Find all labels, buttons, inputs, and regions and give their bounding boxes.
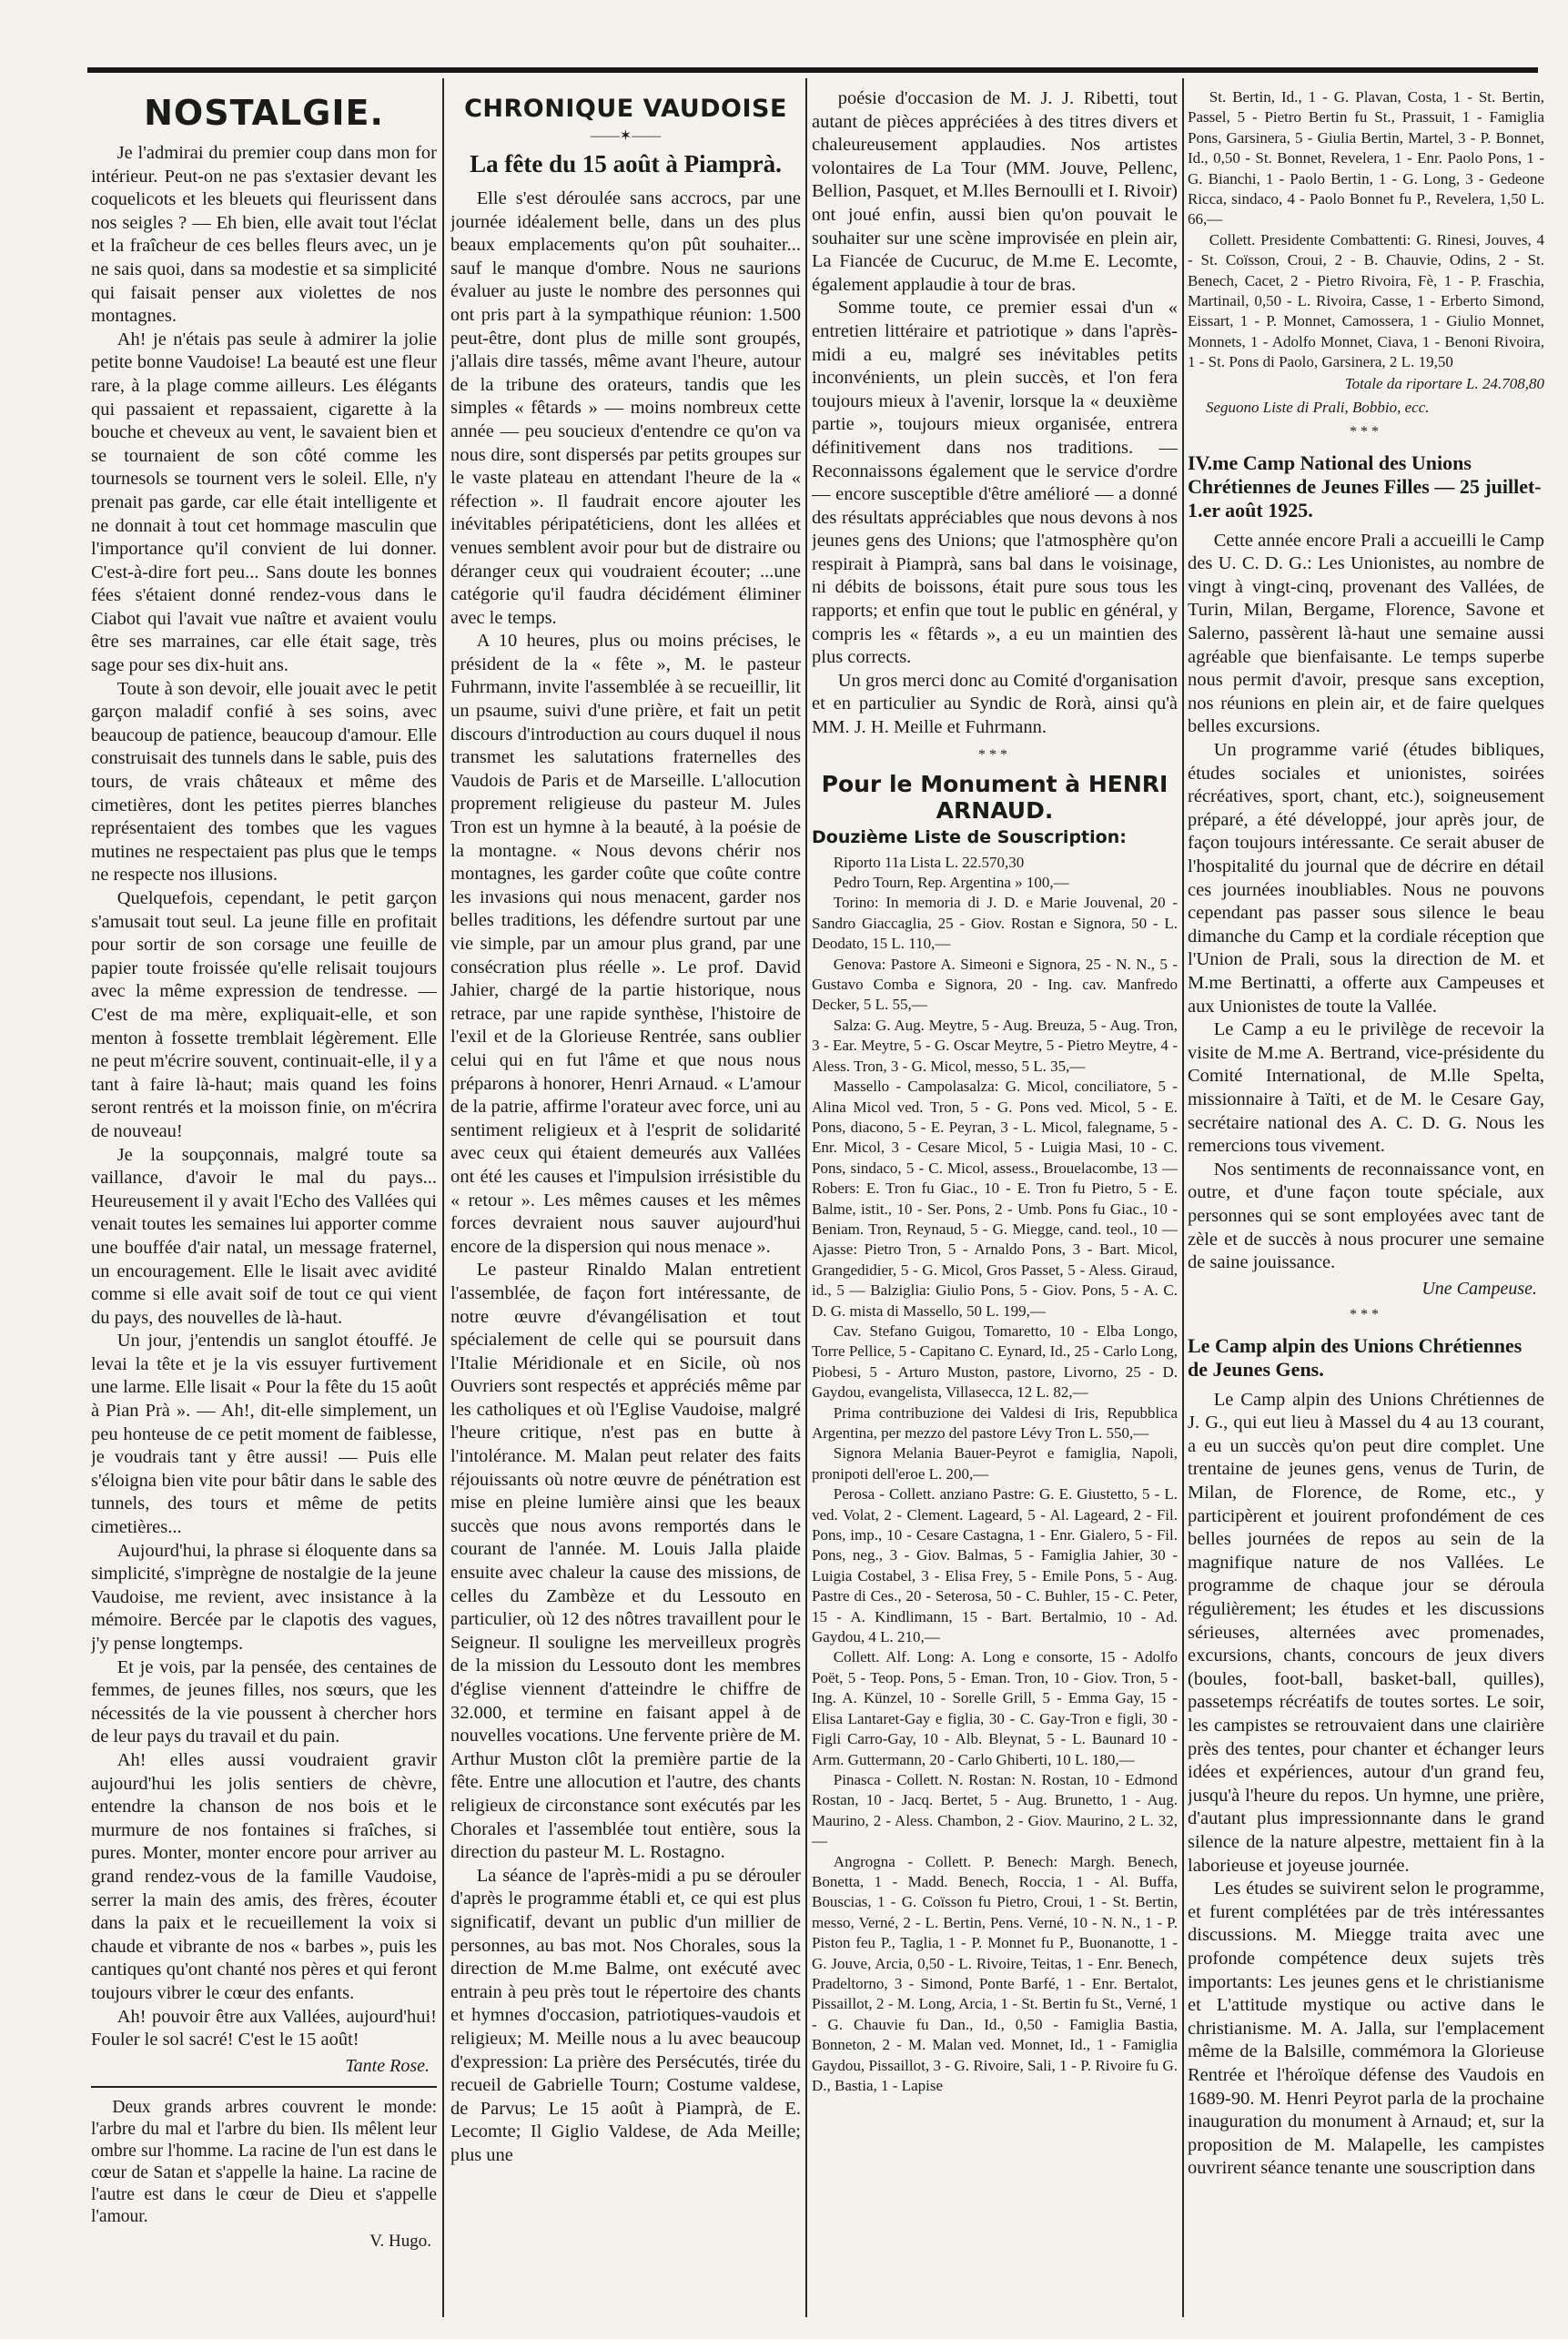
separator-stars: *** [978, 746, 1011, 763]
article-title: IV.me Camp National des Unions Chrétiennes de Jeunes Filles — 25 juillet-1.er août 1925. [1188, 451, 1542, 521]
article-body [812, 87, 1178, 740]
list-total: Totale da riportare L. 24.708,80 [1344, 374, 1544, 392]
paragraph: Somme toute, ce premier essai d'un « entretien littéraire et patriotique » dans l'après-midi a eu, malgré ses inévitables petits inconvénients, un plein succès, et l'on fera toujours mieux à l'avenir, lorsque la « deuxième partie », toujours mieux organisée, entrera définitivement dans nos traditions. — Reconnaissons également que le service d'ordre — encore susceptible d'être amélioré — a donné des résultats appréciables que nous devons à nos jeunes gens des Unions; que l'atmosphère qu'on respirait à Piamprà, sans bal dans le voisinage, ni débits de boissons, était pure sous tous les rapports; et enfin que tout le public en général, y compris les « fêtards », a eu un maintien des plus corrects. [812, 298, 1178, 668]
monument-subtitle: Douzième Liste de Souscription: [812, 826, 1127, 847]
article-body [1188, 1389, 1544, 2181]
paragraph: Le pasteur Rinaldo Malan entretient l'assemblée, de façon fort intéressante, de notre œuvre d'évangélisation et tout spécialement de celle qui se poursuit dans l'Italie Méridionale et en Sicile, où nos Ouvriers sont respectés et appréciés même par les catholiques et où l'Eglise Vaudoise, malgré l'heure critique, n'est pas en butte à l'intolérance. M. Malan peut relater des faits réjouissants où notre œuvre de pénétration est mise en pleine lumière ainsi que les beaux succès que nous avons remportés dans le courant de l'année. M. Louis Jalla plaide ensuite avec chaleur la cause des missions, de celles du Zambèze et du Lessouto en particulier, où 12 des nôtres travaillent pour le Seigneur. Il souligne les merveilleux progrès de la mission du Lessouto dont les membres d'église viennent d'atteindre le chiffre de 32.000, et termine en faisant appel à de nouvelles vocations. Une fervente prière de M. Arthur Muston clôt la première partie de la fête. Entre une allocution et l'autre, des chants religieux de circonstance sont exécutés par les Chorales et l'assemblée tout entière, sous la direction du pasteur M. L. Rostagno. [450, 1260, 801, 1863]
paragraph: Le Camp alpin des Unions Chrétiennes de J. G., qui eut lieu à Massel du 4 au 13 courant, a eu un succès qu'on peut dire complet. Une trentaine de jeunes gens, venus de Turin, de Milan, de Florence, de Rome, etc., y participèrent et jouirent profondément de ces belles journées de repos au sein de la magnifique nature de nos Vallées. Le programme de chaque jour se déroula régulièrement; les études et les discussions sérieuses, alternées avec promenades, excursions, chants, concours de jeux divers (boules, foot-ball, basket-ball, quilles), passetemps récréatifs de toutes sortes. Le soir, les campistes se retrouvaient dans une clairière près des tentes, pour chanter et échanger leurs idées et expériences, autour d'un grand feu, jusqu'à l'heure du repos. Un hymne, une prière, d'autant plus impressionnante dans le grand silence de la nature alpestre, mettaient fin à la laborieuse et joyeuse journée. [1188, 1389, 1544, 1876]
list-note: Seguono Liste di Prali, Bobbio, ecc. [1206, 398, 1430, 416]
paragraph: Perosa - Collett. anziano Pastre: G. E. Giustetto, 5 - L. ved. Volat, 2 - Clement. Lageard, 5 - Al. Lageard, 2 - Fil. Pons, imp., 10 - Cesare Castagna, 1 - Enr. Gialero, 5 - Fil. Pons, neg., 3 - Giov. Balmas, 5 - Famiglia Jahier, 30 - Luigia Costabel, 3 - Elisa Frey, 5 - Emile Pons, 5 - Aug. Pastre di Ces., 20 - Seterosa, 50 - C. Buhler, 15 - C. Peter, 15 - A. Kindlimann, 15 - Bart. Bertalmio, 10 - Ad. Gaydou, 4 L. 210,— [812, 1485, 1178, 1646]
article-body [450, 187, 801, 2167]
paragraph: Riporto 11a Lista L. 22.570,30 [833, 853, 1025, 871]
subscription-list [812, 853, 1178, 2097]
paragraph: Salza: G. Aug. Meytre, 5 - Aug. Breuza, 5 - Aug. Tron, 3 - Ear. Meytre, 5 - G. Oscar Meytre, 5 - Pietro Meytre, 4 - Aless. Tron, 3 - G. Micol, messo, 5 L. 35,— [812, 1016, 1178, 1075]
paragraph: Ah! elles aussi voudraient gravir aujourd'hui les jolis sentiers de chèvre, entendre la chanson de nos bois et le murmure de nos fontaines si fraîches, si pures. Monter, monter encore pour arriver au grand rendez-vous de la famille Vaudoise, serrer la main des amis, des frères, écouter dans la paix et le recueillement la voix si chaude et vibrante de nos « barbes », puis les cantiques qu'ont chanté nos pères et qui feront toujours vibrer le cœur des enfants. [91, 1749, 437, 2003]
paragraph: Un programme varié (études bibliques, études sociales et unionistes, soirées récréatives, sport, chant, etc.), soigneusement préparé, a été développé, jour après jour, de façon toujours intéressante. Ce serait abuser de l'hospitalité du journal que de décrire en détail ces journées inoubliables. Nous ne pouvons cependant pas passer sous silence le beau dimanche du Camp et la cordiale réception que l'Union de Prali, sous la direction de M. et M.me Bertinatti, a offerte aux Campeuses et aux Unionistes de toute la Vallée. [1188, 740, 1544, 1017]
paragraph: Torino: In memoria di J. D. e Marie Jouvenal, 20 - Sandro Giaccaglia, 25 - Giov. Rostan e Signora, 50 - L. Deodato, 15 L. 110,— [812, 894, 1178, 953]
paragraph: Signora Melania Bauer-Peyrot e famiglia, Napoli, pronipoti dell'eroe L. 200,— [812, 1444, 1178, 1483]
paragraph: Aujourd'hui, la phrase si éloquente dans sa simplicité, s'imprègne de nostalgie de la jeune Vaudoise, me revient, avec insistance à la mémoire. Bercée par le clapotis des vagues, j'y pense longtemps. [91, 1540, 437, 1654]
article-title: La fête du 15 août à Piamprà. [470, 150, 782, 177]
paragraph: Collett. Alf. Long: A. Long e consorte, 15 - Adolfo Poët, 5 - Teop. Pons, 5 - Eman. Tron, 10 - Giov. Tron, 5 - Ing. A. Künzel, 10 - Sorelle Grill, 5 - Emma Gay, 15 - Elisa Lantaret-Gay e figlia, 30 - C. Gay-Tron e figli, 30 - Figli Carro-Gay, 10 - Alb. Bleynat, 5 - L. Baunard 10 - Arm. Guttermann, 20 - Carlo Ghiberti, 10 L. 180,— [812, 1648, 1178, 1768]
paragraph: Je la soupçonnais, malgré toute sa vaillance, d'avoir le mal du pays... Heureusement il y avait l'Echo des Vallées qui venait toutes les semaines lui apporter comme une bouffée d'air natal, un message fraternel, un encouragement. Elle le lisait avec avidité comme si elle avait soif de tout ce qui vient du pays, des nouvelles de là-haut. [91, 1144, 437, 1328]
column-nostalgie [91, 87, 437, 2308]
paragraph: A 10 heures, plus ou moins précises, le président de la « fête », M. le pasteur Fuhrmann, invite l'assemblée à se recueillir, lit un psaume, suivi d'une prière, et fait un petit discours d'introduction au cours duquel il nous transmet les salutations fraternelles des Vaudois de Paris et de Marseille. L'allocution proprement religieuse du pasteur M. Jules Tron est un hymne à la beauté, à la poésie de la montagne. « Nous devons chérir nos montagnes, les garder coûte que coûte contre les invasions qui nous menacent, garder nos belles traditions, les défendre surtout par une vie simple, par un amour plus grand, par une consécration plus réelle ». Le prof. David Jahier, chargé de la partie historique, nous retrace, par une rapide synthèse, l'histoire de l'exil et de la Glorieuse Rentrée, sans oublier celui qui en fut l'âme et que nous nous préparons à honorer, Henri Arnaud. « L'amour de la patrie, affirme l'orateur avec force, uni au sentiment religieux et à l'esprit de solidarité avec ceux qui étaient demeurés aux Vallées ont été les causes et l'impulsion irrésistible du « retour ». Les mêmes causes et les mêmes forces devraient nous sauver aujourd'hui encore de la dispersion qui nous menace ». [450, 631, 801, 1257]
quote-author: V. Hugo. [369, 2231, 431, 2251]
article-body [1188, 530, 1544, 1275]
column-four [1188, 87, 1544, 2308]
paragraph: Quelquefois, cependant, le petit garçon s'amusait tout seul. La jeune fille en profitait pour sortir de son corsage une feuille de papier toute froissée qu'elle relisait toujours avec la même expression de tendresse. — C'est de ma mère, expliquait-elle, et son menton à fossette tremblait légèrement. Elle ne peut m'écrire souvent, continuait-elle, il y a tant à faire là-haut; mais quand les foins seront rentrés et la moisson finie, on m'écrira de nouveau! [91, 888, 437, 1141]
signature: Une Campeuse. [1421, 1278, 1537, 1299]
paragraph: Pedro Tourn, Rep. Argentina » 100,— [833, 874, 1069, 892]
monument-title: Pour le Monument à HENRI ARNAUD. [821, 770, 1168, 824]
paragraph: Un gros merci donc au Comité d'organisation et en particulier au Syndic de Rorà, ainsi qu'à MM. J. H. Meille et Fuhrmann. [812, 670, 1178, 738]
paragraph: Cette année encore Prali a accueilli le Camp des U. C. D. G.: Les Unionistes, au nombre de vingt à vingt-cinq, provenant des Vallées, de Turin, Milan, Bergame, Florence, Savone et Salerno, passèrent là-haut une semaine aussi agréable que bienfaisante. Le temps superbe nous permit d'avoir, presque sans exception, nos réunions en plein air, et de faire quelques belles excursions. [1188, 530, 1544, 737]
subscription-list [1188, 87, 1544, 373]
paragraph: Nos sentiments de reconnaissance vont, en outre, et d'une façon toute spéciale, aux personnes qui se sont employées avec tant de zèle et de succès à nous procurer une semaine de saine jouissance. [1188, 1159, 1544, 1273]
separator-stars: *** [1350, 423, 1382, 440]
paragraph: Les études se suivirent selon le programme, et furent complétées par de très intéressantes discussions. M. Miegge traita avec une profonde compétence deux sujets très importants: Les jeunes gens et le christianisme et L'attitude mystique ou active dans le christianisme. M. A. Jalla, sur l'emplacement même de la Balsille, commémora la Glorieuse Rentrée et l'héroïque défense des Vaudois en 1689-90. M. Henri Peyrot parla de la prochaine inauguration du monument à Arnaud; et, sur la proposition de M. Malapelle, les campistes ouvrirent séance tenante une souscription dans [1188, 1878, 1544, 2179]
column-divider [805, 78, 807, 2317]
signature: Tante Rose. [345, 2055, 430, 2076]
column-divider [442, 78, 444, 2317]
paragraph: Pinasca - Collett. N. Rostan: N. Rostan, 10 - Edmond Rostan, 10 - Jacq. Bertet, 5 - Aug. Brunetto, 1 - Aug. Maurino, 2 - Aless. Chambon, 2 - Giov. Maurino, 2 L. 32,— [812, 1770, 1178, 1850]
top-rule [87, 67, 1538, 73]
paragraph: Le Camp a eu le privilège de recevoir la visite de M.me A. Bertrand, vice-présidente du Comité International, de M.lle Spelta, missionnaire à Taïti, et de M. le Cesare Gay, secrétaire national des A. C. D. G. Nous les remercions tous vivement. [1188, 1019, 1544, 1157]
paragraph: Cav. Stefano Guigou, Tomaretto, 10 - Elba Longo, Torre Pellice, 5 - Capitano C. Eynard, Id., 25 - Carlo Long, Piobesi, 5 - Arturo Muston, pastore, Livorno, 25 - D. Gaydou, evangelista, Villasecca, 12 L. 82,— [812, 1321, 1178, 1402]
paragraph: Ah! je n'étais pas seule à admirer la jolie petite bonne Vaudoise! La beauté est une fleur rare, à la plage comme ailleurs. Les élégants qui passaient et repassaient, cigarette à la bouche et cheveux au vent, le savaient bien et se tournaient de son côté comme les tournesols se tournent vers le soleil. Elle, n'y prenait pas garde, car elle était intelligente et ne donnait à tout cet hommage masculin que l'importance qu'il convient de lui donner. C'est-à-dire fort peu... Sans doute les bonnes fées s'étaient donné rendez-vous dans le Ciabot qui l'avait vue naître et avaient voulu être ses marraines, car elle était sage, très sage pour ses dix-huit ans. [91, 329, 437, 676]
article-title: Le Camp alpin des Unions Chrétiennes de Jeunes Gens. [1188, 1333, 1522, 1381]
article-title: NOSTALGIE. [144, 93, 384, 133]
article-body [91, 142, 437, 2052]
divider [91, 2086, 437, 2088]
paragraph: Et je vois, par la pensée, des centaines de femmes, de jeunes filles, nos sœurs, que les nécessités de la vie poussent à chercher hors de leur pays du travail et du pain. [91, 1656, 437, 1747]
paragraph: St. Bertin, Id., 1 - G. Plavan, Costa, 1 - St. Bertin, Passel, 5 - Pietro Bertin fu St., Prassuit, 1 - Famiglia Pons, Garsinera, 5 - Giulia Bertin, Martel, 3 - P. Bonnet, Id., 0,50 - St. Bonnet, Revelera, 1 - Enr. Paolo Pons, 1 - G. Bianchi, 1 - Paolo Bertin, 1 - G. Long, 3 - Gedeone Ricca, sindaco, 4 - Paolo Bonnet fu P., Revelera, 1,50 L. 66,— [1188, 88, 1544, 228]
paragraph: Ah! pouvoir être aux Vallées, aujourd'hui! Fouler le sol sacré! C'est le 15 août! [91, 2006, 437, 2050]
paragraph: Prima contribuzione dei Valdesi di Iris, Repubblica Argentina, per mezzo del pastore Lévy Tron L. 550,— [812, 1403, 1178, 1442]
paragraph: Genova: Pastore A. Simeoni e Signora, 25 - N. N., 5 - Gustavo Comba e Signora, 20 - Ing. cav. Manfredo Decker, 5 L. 55,— [812, 955, 1178, 1014]
paragraph: Angrogna - Collett. P. Benech: Margh. Benech, Bonetta, 1 - Madd. Benech, Roccia, 1 - Al. Buffa, Bouscias, 1 - G. Coïsson fu Pietro, Croui, 1 - St. Bertin, messo, Verné, 2 - L. Bertin, Pens. Verné, 10 - N. N., 1 - P. Piston feu P., Taglia, 1 - P. Monnet fu P., Buonanotte, 1 - G. Jouve, Arcia, 0,50 - L. Rivoire, Teitas, 1 - Enr. Benech, Pradeltorno, 3 - Simond, Ponte Barfé, 1 - Enr. Bertalot, Pissaillot, 2 - M. Long, Arcia, 1 - St. Bertin fu St., Verné, 1 - G. Chauvie fu Dan., Id., 0,50 - Famiglia Bastia, Bonneton, 2 - M. Malan ved. Monnet, Id., 1 - Famiglia Gaydou, Pissaillot, 3 - G. Rivoire, Sali, 1 - P. Rivoire fu G. D., Bastia, 1 - Lapise [812, 1852, 1178, 2094]
separator-stars: *** [1350, 1306, 1382, 1322]
paragraph: Je l'admirai du premier coup dans mon for intérieur. Peut-on ne pas s'extasier devant les coquelicots et les bleuets qui fleurissent dans nos seigles ? — Eh bien, elle avait tout l'éclat et la fraîcheur de ces belles fleurs avec, un je ne sais quoi, dans sa modestie et sa simplicité qui faisait penser aux violettes de nos montagnes. [91, 143, 437, 327]
paragraph: Toute à son devoir, elle jouait avec le petit garçon maladif confié à ses soins, avec beaucoup de patience, beaucoup d'amour. Elle construisait des tunnels dans le sable, puis des tours, de vrais châteaux et même des cimetières, dont les petites pierres blanches représentaient des tombes que les vagues mutines ne respectaient pas plus que le temps ne respecte nos illusions. [91, 678, 437, 886]
paragraph: Elle s'est déroulée sans accrocs, par une journée idéalement belle, dans un des plus beaux emplacements qu'on pût souhaiter... sauf le manque d'ombre. Nous ne saurions évaluer au juste le nombre des personnes qui ont pris part à la sympathique réunion: 1.500 peut-être, dont plus de mille sont groupés, j'allais dire tassés, même avant l'heure, autour de la tribune des orateurs, tandis que les simples « fêtards » — moins nombreux cette année — peu soucieux d'entendre ce qu'on va nous dire, sont dispersés par petits groupes sur le vaste plateau en attendant l'heure de la « réfection ». Il faudrait encore ajouter les inévitables péripatéticiens, dont les allées et venues semblent avoir pour but de distraire ou déranger ceux qui voudraient écouter; ...une catégorie qu'il faudra décidément éliminer avec le temps. [450, 188, 801, 628]
quote-block [91, 2097, 437, 2252]
paragraph: Collett. Presidente Combattenti: G. Rinesi, Jouves, 4 - St. Coïsson, Croui, 2 - B. Chauvie, Odins, 2 - St. Benech, Cacet, 2 - Pietro Rivoira, Fè, 1 - P. Fraschia, Martinail, 0,50 - L. Rivoira, Casse, 1 - Erberto Simond, Eissart, 1 - P. Monnet, Camossera, 1 - Giulio Monnet, Monnets, 1 - Adolfo Monnet, Ciava, 1 - Benoni Rivoira, 1 - St. Pons di Paolo, Garsinera, 2 L. 19,50 [1188, 230, 1544, 371]
paragraph: La séance de l'après-midi a pu se dérouler d'après le programme établi et, ce qui est plus significatif, devant un public d'un millier de personnes, au bas mot. Nos Chorales, sous la direction de M.me Balme, ont exécuté avec entrain à peu près tout le répertoire des chants et hymnes d'occasion, patriotiques-vaudois et religieux; M. Meille nous a lu avec beaucoup d'expression: La prière des Persécutés, tirée du recueil de Gabrielle Tourn; Costume valdese, de Parvus; Le 15 août à Piamprà, de E. Lecomte; Il Giglio Valdese, de Ada Meille; plus une [450, 1865, 801, 2165]
quote-text: Deux grands arbres couvrent le monde: l'arbre du mal et l'arbre du bien. Ils mêlent leur ombre sur l'homme. La racine de l'un est dans le cœur de Satan et s'appelle la haine. La racine de l'autre est dans le cœur de Dieu et s'appelle l'amour. [91, 2097, 437, 2226]
column-divider [1182, 78, 1184, 2317]
column-three [812, 87, 1178, 2308]
paragraph: Un jour, j'entendis un sanglot étouffé. Je levai la tête et je la vis essuyer furtivement une larme. Elle lisait « Pour la fête du 15 août à Pian Prà ». — Ah!, dit-elle simplement, un peu honteuse de ce petit moment de faiblesse, je voudrais tant y être aussi! — Puis elle s'éloigna bien vite pour bâtir dans le sable des tunnels, des tours et même de petits cimetières... [91, 1331, 437, 1538]
paragraph: Massello - Campolasalza: G. Micol, conciliatore, 5 - Alina Micol ved. Tron, 5 - G. Pons ved. Micol, 5 - E. Pons, diacono, 5 - E. Peyran, 3 - L. Micol, falegname, 5 - Enr. Micol, 3 - Cesare Micol, 5 - Luigia Masi, 10 - C. Pons, sindaco, 5 - C. Micol, assess., Brouelacombe, 13 — Robers: E. Tron fu Giac., 10 - E. Tron fu Pietro, 5 - E. Balme, istit., 10 - Ser. Pons, 2 - Umb. Pons fu Giac., 10 - Beniam. Tron, Reynaud, 5 - G. Miegge, cand. teol., 10 — Ajasse: Pietro Tron, 5 - Arnaldo Pons, 3 - Bart. Micol, Grangedidier, 5 - G. Micol, Gros Passet, 5 - Aless. Giraud, id., 5 — Balziglia: Giulio Pons, 5 - Giov. Pons, 5 - A. C. D. G. mista di Massello, 50 L. 199,— [812, 1078, 1178, 1320]
column-chronique [450, 87, 801, 2308]
paragraph: poésie d'occasion de M. J. J. Ribetti, tout autant de pièces appréciées à des titres divers et chaleureusement applaudies. Nos artistes volontaires de La Tour (MM. Jouve, Pellenc, Bellion, Pasquet, et M.lles Bernoulli et I. Rivoir) ont joué enfin, aussi bien qu'on pouvait le souhaiter sur une scène improvisée en plein air, La Fiancée de Cucuruc, de M.me E. Lecomte, également applaudie à tour de bras. [812, 88, 1178, 295]
section-title: CHRONIQUE VAUDOISE [464, 95, 787, 123]
ornament: ——✶—— [590, 128, 662, 144]
